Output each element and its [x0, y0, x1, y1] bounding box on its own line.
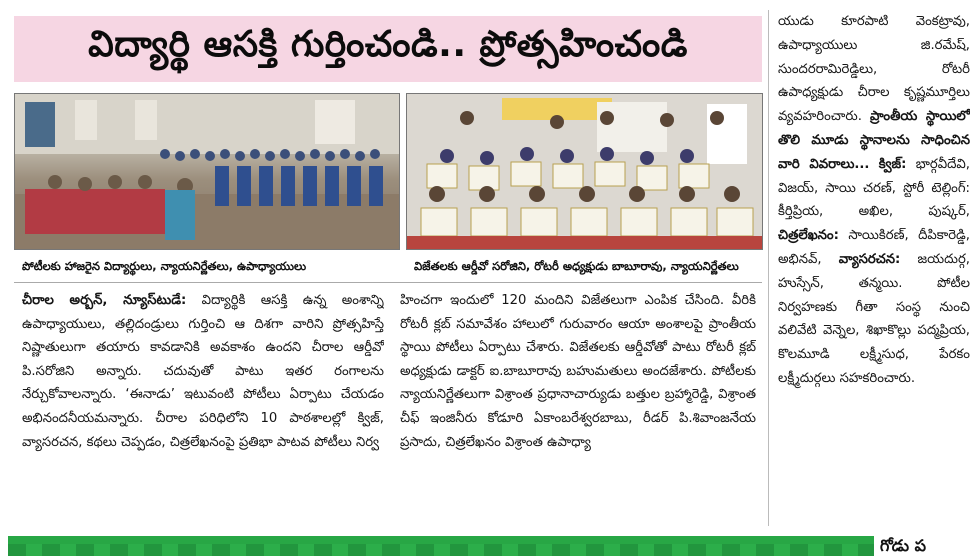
- quiz-winners: భార్గవీదేవి, విజయ్, సాయి చరణ్,: [778, 156, 970, 196]
- audience-photo-illustration: [15, 94, 399, 249]
- photo-caption-right: విజేతలకు ఆర్డీవో సరోజిని, రోటరీ అధ్యక్షుడు బాబూరావు, న్యాయనిర్ణేతలు: [414, 258, 739, 273]
- banner-text-strip: [8, 544, 874, 556]
- article-column-1: [22, 289, 384, 527]
- article-column-2: [400, 289, 756, 527]
- photo-caption-left: పోటీలకు హాజరైన విద్యార్థులు, న్యాయనిర్ణేతలు, ఉపాధ్యాయులు: [22, 258, 307, 273]
- article-column-3-text-1: యుడు కూరపాటి వెంకట్రావు, ఉపాధ్యాయులు జి.రమేష్, సుందరరామిరెడ్డిలు, రోటరీ ఉపాధ్యక్షుడు చీరాల కృష్ణమూర్తిలు వ్యవహరించారు.: [778, 14, 970, 125]
- quiz-label: క్విజ్:: [878, 156, 907, 172]
- next-article-banner: [8, 536, 874, 556]
- column-divider: [768, 10, 769, 526]
- story-telling-label: స్టోరీ టెల్లింగ్:: [903, 180, 970, 196]
- drawing-label: చిత్రలేఖనం:: [778, 228, 839, 244]
- drawing-winners: సాయికిరణ్, దీపికారెడ్డి, అభినవ్,: [778, 228, 970, 267]
- essay-label: వ్యాసరచన:: [838, 251, 901, 267]
- story-telling-winners: కీర్తిప్రియ, అఖిల, పుష్కర్,: [778, 204, 970, 220]
- essay-winners-and-credits: జయదుర్గ, హుస్సేన్, తన్మయి. పోటీల నిర్వహణకు గీతా సంస్థ నుంచి వలివేటి వెన్నెల, శిఖాకొల్లు పద్మప్రియ, కొలమూడి లక్ష్మీసుధ, పేరకం లక్ష్మీదుర్గలు సహకరించారు.: [778, 251, 970, 386]
- caption-divider: [14, 282, 762, 283]
- winners-heading: ప్రాంతీయ స్థాయిలో తొలి మూడు స్థానాలను సాధించిన వారి వివరాలు...: [778, 109, 970, 172]
- event-photo-winners: [406, 93, 763, 250]
- headline: విద్యార్థి ఆసక్తి గుర్తించండి.. ప్రోత్సహించండి: [14, 16, 762, 82]
- winners-photo-illustration: [407, 94, 762, 249]
- article-column-1-text: విద్యార్థికి ఆసక్తి ఉన్న అంశాన్ని ఉపాధ్యాయులు, తల్లిదండ్రులు గుర్తించి ఆ దిశగా వారిని ప్రోత్సహిస్తే నిష్ణాతులుగా తయారు కావడానికి అవకాశం ఉందని చీరాల ఆర్డీవో పి.సరోజిని అన్నారు. చదువుతో పాటు ఇతర రంగాలను నేర్చుకోవాలన్నారు. ‘ఈనాడు’ ఇటువంటి పోటీలు ఏర్పాటు చేయడం అభినందనీయమన్నారు. చీరాల పరిధిలోని 10 పాఠశాలల్లో క్విజ్, వ్యాసరచన, కథలు చెప్పడం, చిత్రలేఖనంపై ప్రతిభా పాటవ పోటీలు నిర్వ: [22, 293, 384, 450]
- next-article-snippet: గోడు ప: [880, 536, 927, 555]
- article-column-3: [778, 10, 970, 530]
- event-photo-audience: [14, 93, 400, 250]
- article-column-2-text: హించగా ఇందులో 120 మందిని విజేతలుగా ఎంపిక చేసింది. వీరికి రోటరీ క్లబ్ సమావేశం హాలులో గురువారం ఆయా అంశాలపై ప్రాంతీయ స్థాయి పోటీలు ఏర్పాటు చేశారు. విజేతలకు ఆర్డీవోతో పాటు రోటరీ క్లబ్ అధ్యక్షుడు డాక్టర్ ఐ.బాబూరావు బహుమతులు అందజేశారు. పోటీలకు న్యాయనిర్ణేతలుగా విశ్రాంత ప్రధానాచార్యుడు బత్తుల బ్రహ్మారెడ్డి, విశ్రాంత చీఫ్ ఇంజినీరు కోడూరి ఏకాంబరేశ్వరబాబు, రీడర్ పి.శివాంజనేయ ప్రసాదు, చిత్రలేఖనం విశ్రాంత ఉపాధ్యా: [400, 293, 756, 450]
- article-dateline: చీరాల అర్బన్, న్యూస్‌టుడే:: [22, 293, 187, 308]
